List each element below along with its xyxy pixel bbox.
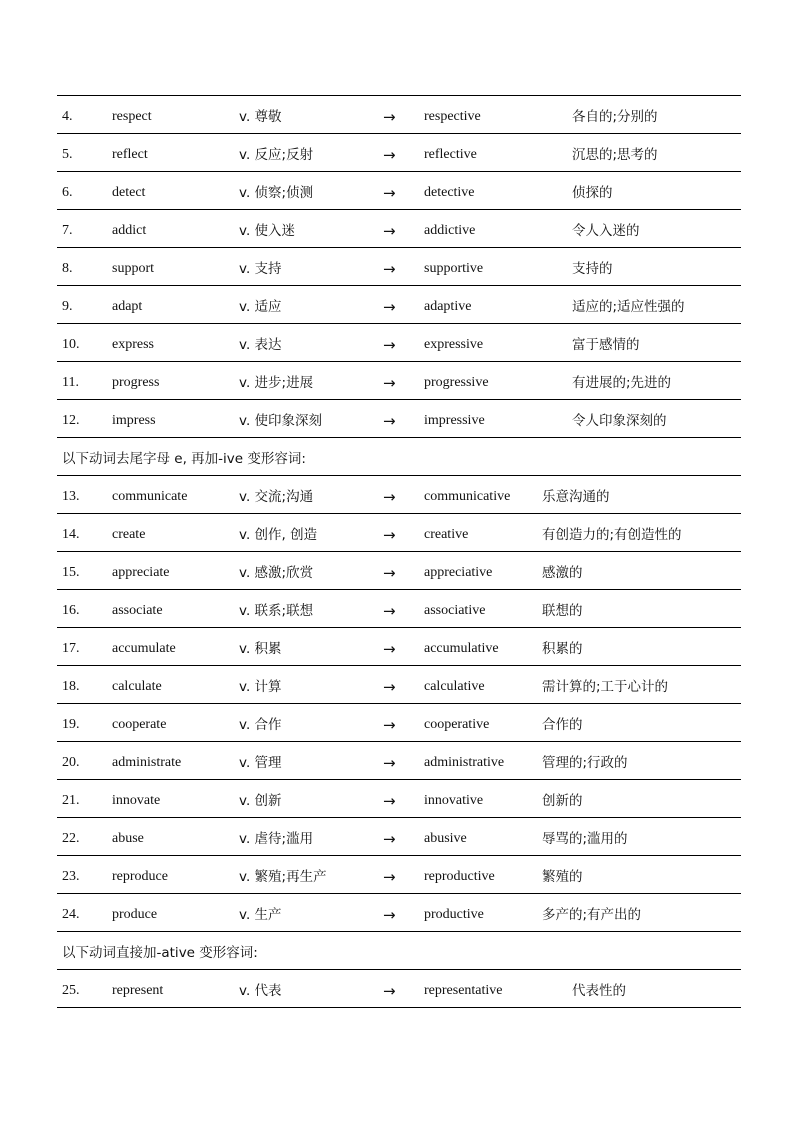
verb-word: detect [112, 185, 146, 200]
entry-number: 20. [62, 755, 80, 770]
entry-number: 4. [62, 109, 73, 124]
adjective-meaning: 令人印象深刻的 [572, 413, 667, 429]
adjective-meaning: 支持的 [572, 261, 613, 277]
entry-number: 18. [62, 679, 80, 694]
adjective-word: communicative [424, 489, 511, 504]
verb-meaning: v. 表达 [239, 337, 282, 353]
adjective-word: accumulative [424, 641, 499, 656]
verb-word: produce [112, 907, 158, 922]
arrow-icon: → [383, 754, 396, 772]
verb-meaning: v. 代表 [239, 983, 282, 999]
table-row [57, 780, 741, 818]
entry-number: 9. [62, 299, 73, 314]
verb-word: express [112, 337, 154, 352]
arrow-icon: → [383, 412, 396, 430]
verb-word: represent [112, 983, 164, 998]
verb-meaning: v. 适应 [239, 299, 282, 315]
section-heading-row [57, 932, 741, 970]
verb-word: calculate [112, 679, 162, 694]
adjective-word: addictive [424, 223, 476, 238]
verb-meaning: v. 使印象深刻 [239, 413, 323, 429]
adjective-word: progressive [424, 375, 489, 390]
entry-number: 10. [62, 337, 80, 352]
entry-number: 16. [62, 603, 80, 618]
verb-meaning: v. 虐待;滥用 [239, 831, 314, 847]
adjective-word: detective [424, 185, 475, 200]
verb-meaning: v. 感激;欣赏 [239, 565, 314, 581]
adjective-meaning: 代表性的 [572, 983, 626, 999]
arrow-icon: → [383, 260, 396, 278]
verb-word: create [112, 527, 146, 542]
adjective-meaning: 乐意沟通的 [542, 489, 610, 505]
entry-number: 7. [62, 223, 73, 238]
verb-word: administrate [112, 755, 182, 770]
adjective-meaning: 管理的;行政的 [542, 755, 628, 771]
verb-meaning: v. 尊敬 [239, 109, 282, 125]
section-heading: 以下动词直接加-ative 变形容词: [62, 945, 258, 961]
entry-number: 8. [62, 261, 73, 276]
arrow-icon: → [383, 184, 396, 202]
table-row [57, 134, 741, 172]
entry-number: 23. [62, 869, 80, 884]
entry-number: 6. [62, 185, 73, 200]
table-row [57, 894, 741, 932]
adjective-word: creative [424, 527, 469, 542]
verb-word: respect [112, 109, 152, 124]
verb-word: reproduce [112, 869, 168, 884]
adjective-meaning: 联想的 [542, 603, 583, 619]
table-row [57, 172, 741, 210]
arrow-icon: → [383, 336, 396, 354]
adjective-meaning: 有进展的;先进的 [572, 375, 672, 391]
table-row [57, 210, 741, 248]
section-heading-row [57, 438, 741, 476]
verb-meaning: v. 侦察;侦测 [239, 185, 314, 201]
arrow-icon: → [383, 830, 396, 848]
entry-number: 13. [62, 489, 80, 504]
adjective-word: adaptive [424, 299, 472, 314]
adjective-word: expressive [424, 337, 484, 352]
verb-meaning: v. 进步;进展 [239, 375, 314, 391]
arrow-icon: → [383, 374, 396, 392]
verb-word: addict [112, 223, 147, 238]
entry-number: 5. [62, 147, 73, 162]
adjective-meaning: 创新的 [542, 793, 583, 809]
verb-word: cooperate [112, 717, 167, 732]
verb-meaning: v. 繁殖;再生产 [239, 869, 327, 885]
table-row [57, 590, 741, 628]
adjective-meaning: 沉思的;思考的 [572, 147, 658, 163]
table-row [57, 324, 741, 362]
adjective-word: respective [424, 109, 481, 124]
arrow-icon: → [383, 906, 396, 924]
table-row [57, 970, 741, 1008]
arrow-icon: → [383, 564, 396, 582]
adjective-meaning: 辱骂的;滥用的 [542, 831, 628, 847]
adjective-word: cooperative [424, 717, 490, 732]
arrow-icon: → [383, 298, 396, 316]
arrow-icon: → [383, 108, 396, 126]
arrow-icon: → [383, 982, 396, 1000]
verb-meaning: v. 反应;反射 [239, 147, 314, 163]
entry-number: 19. [62, 717, 80, 732]
verb-word: progress [112, 375, 160, 390]
entry-number: 22. [62, 831, 80, 846]
verb-word: reflect [112, 147, 148, 162]
adjective-meaning: 合作的 [542, 717, 583, 733]
verb-meaning: v. 联系;联想 [239, 603, 314, 619]
arrow-icon: → [383, 868, 396, 886]
adjective-word: appreciative [424, 565, 493, 580]
adjective-meaning: 适应的;适应性强的 [572, 299, 685, 315]
adjective-meaning: 需计算的;工于心计的 [542, 679, 669, 695]
verb-word: adapt [112, 299, 143, 314]
table-row [57, 286, 741, 324]
entry-number: 24. [62, 907, 80, 922]
table-row [57, 248, 741, 286]
arrow-icon: → [383, 146, 396, 164]
entry-number: 17. [62, 641, 80, 656]
arrow-icon: → [383, 678, 396, 696]
verb-meaning: v. 交流;沟通 [239, 489, 314, 505]
entry-number: 21. [62, 793, 80, 808]
adjective-meaning: 有创造力的;有创造性的 [542, 527, 682, 543]
table-row [57, 96, 741, 134]
adjective-meaning: 富于感情的 [572, 337, 640, 353]
adjective-meaning: 感激的 [542, 565, 583, 581]
adjective-meaning: 积累的 [542, 641, 583, 657]
verb-meaning: v. 创作, 创造 [239, 527, 318, 543]
verb-meaning: v. 合作 [239, 717, 282, 733]
adjective-word: associative [424, 603, 486, 618]
arrow-icon: → [383, 488, 396, 506]
table-row [57, 856, 741, 894]
verb-meaning: v. 使入迷 [239, 223, 296, 239]
adjective-word: impressive [424, 413, 485, 428]
verb-word: abuse [112, 831, 144, 846]
table-row [57, 362, 741, 400]
verb-meaning: v. 生产 [239, 907, 282, 923]
arrow-icon: → [383, 792, 396, 810]
adjective-word: abusive [424, 831, 467, 846]
verb-word: innovate [112, 793, 161, 808]
arrow-icon: → [383, 640, 396, 658]
verb-meaning: v. 支持 [239, 261, 282, 277]
adjective-word: reproductive [424, 869, 495, 884]
verb-word: accumulate [112, 641, 176, 656]
arrow-icon: → [383, 602, 396, 620]
table-row [57, 818, 741, 856]
table-row [57, 552, 741, 590]
adjective-word: innovative [424, 793, 484, 808]
entry-number: 14. [62, 527, 80, 542]
verb-word: communicate [112, 489, 188, 504]
table-row [57, 704, 741, 742]
verb-word: impress [112, 413, 156, 428]
vocabulary-table [57, 95, 741, 1008]
arrow-icon: → [383, 222, 396, 240]
entry-number: 15. [62, 565, 80, 580]
adjective-meaning: 繁殖的 [542, 869, 583, 885]
verb-word: associate [112, 603, 163, 618]
adjective-word: supportive [424, 261, 484, 276]
adjective-meaning: 各自的;分别的 [572, 109, 658, 125]
table-row [57, 666, 741, 704]
entry-number: 12. [62, 413, 80, 428]
adjective-word: productive [424, 907, 484, 922]
entry-number: 11. [62, 375, 79, 390]
verb-meaning: v. 创新 [239, 793, 282, 809]
adjective-meaning: 多产的;有产出的 [542, 907, 642, 923]
table-row [57, 400, 741, 438]
adjective-word: calculative [424, 679, 485, 694]
section-heading: 以下动词去尾字母 e, 再加-ive 变形容词: [62, 451, 306, 467]
table-row [57, 628, 741, 666]
adjective-word: reflective [424, 147, 477, 162]
table-row [57, 742, 741, 780]
adjective-meaning: 令人入迷的 [572, 223, 640, 239]
adjective-word: representative [424, 983, 503, 998]
verb-meaning: v. 计算 [239, 679, 282, 695]
verb-meaning: v. 积累 [239, 641, 282, 657]
verb-word: appreciate [112, 565, 170, 580]
entry-number: 25. [62, 983, 80, 998]
table-row [57, 514, 741, 552]
adjective-word: administrative [424, 755, 505, 770]
adjective-meaning: 侦探的 [572, 185, 613, 201]
table-row [57, 476, 741, 514]
arrow-icon: → [383, 716, 396, 734]
verb-word: support [112, 261, 154, 276]
arrow-icon: → [383, 526, 396, 544]
verb-meaning: v. 管理 [239, 755, 282, 771]
